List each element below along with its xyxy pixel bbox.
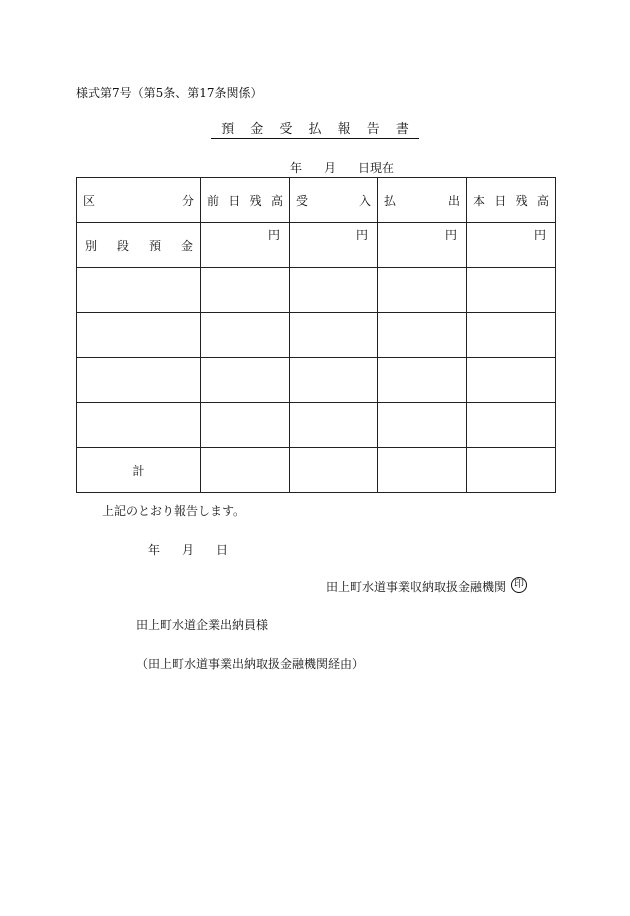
total-previous-balance[interactable] — [201, 448, 290, 493]
cell-received[interactable] — [290, 268, 378, 313]
total-current-balance[interactable] — [467, 448, 556, 493]
report-day: 日 — [216, 543, 229, 557]
cell-current-balance[interactable] — [467, 313, 556, 358]
header-category: 区 分 — [77, 178, 201, 223]
cell-previous-balance[interactable] — [201, 358, 290, 403]
table-row — [77, 313, 556, 358]
header-current-balance: 本 日 残 高 — [467, 178, 556, 223]
cell-received[interactable] — [290, 223, 378, 268]
addressee: 田上町水道企業出納員様 — [136, 618, 269, 632]
table-total-row — [77, 448, 556, 493]
table-header-row — [77, 178, 556, 223]
total-received[interactable] — [290, 448, 378, 493]
cell-received[interactable] — [290, 403, 378, 448]
header-paid: 払 出 — [378, 178, 467, 223]
yen-unit: 円 — [533, 228, 546, 242]
as-of-month: 月 — [324, 161, 337, 175]
cell-current-balance[interactable] — [467, 223, 556, 268]
as-of-day: 日現在 — [358, 161, 395, 175]
table-row — [77, 358, 556, 403]
row-label-special-deposit: 別 段 預 金 — [77, 223, 201, 268]
cell-current-balance[interactable] — [467, 403, 556, 448]
yen-unit: 円 — [444, 228, 457, 242]
as-of-year: 年 — [290, 161, 303, 175]
table-row — [77, 223, 556, 268]
cell-received[interactable] — [290, 358, 378, 403]
row-label-empty[interactable] — [77, 403, 201, 448]
total-label: 計 — [77, 448, 201, 493]
yen-unit: 円 — [355, 228, 368, 242]
total-paid[interactable] — [378, 448, 467, 493]
document-title — [0, 122, 630, 139]
cell-received[interactable] — [290, 313, 378, 358]
header-previous-balance: 前 日 残 高 — [201, 178, 290, 223]
cell-previous-balance[interactable] — [201, 223, 290, 268]
table-row — [77, 403, 556, 448]
seal-icon: 印 — [511, 577, 527, 593]
cell-current-balance[interactable] — [467, 358, 556, 403]
via-note: （田上町水道事業出納取扱金融機関経由） — [136, 657, 365, 671]
report-date — [148, 541, 228, 558]
bank-name: 田上町水道事業収納取扱金融機関 — [326, 580, 507, 594]
row-label-empty[interactable] — [77, 313, 201, 358]
cell-previous-balance[interactable] — [201, 403, 290, 448]
row-label-empty[interactable] — [77, 268, 201, 313]
report-month: 月 — [182, 543, 195, 557]
header-received: 受 入 — [290, 178, 378, 223]
yen-unit: 円 — [267, 228, 280, 242]
cell-current-balance[interactable] — [467, 268, 556, 313]
cell-paid[interactable] — [378, 223, 467, 268]
deposit-report-table — [76, 177, 556, 493]
cell-previous-balance[interactable] — [201, 268, 290, 313]
form-number: 様式第7号（第5条、第17条関係） — [76, 86, 263, 100]
document-title-text: 預 金 受 払 報 告 書 — [211, 123, 419, 139]
cell-paid[interactable] — [378, 268, 467, 313]
cell-paid[interactable] — [378, 403, 467, 448]
cell-paid[interactable] — [378, 313, 467, 358]
cell-previous-balance[interactable] — [201, 313, 290, 358]
as-of-date — [290, 159, 394, 176]
cell-paid[interactable] — [378, 358, 467, 403]
table-row — [77, 268, 556, 313]
report-statement: 上記のとおり報告します。 — [102, 504, 246, 518]
report-year: 年 — [148, 543, 161, 557]
row-label-empty[interactable] — [77, 358, 201, 403]
